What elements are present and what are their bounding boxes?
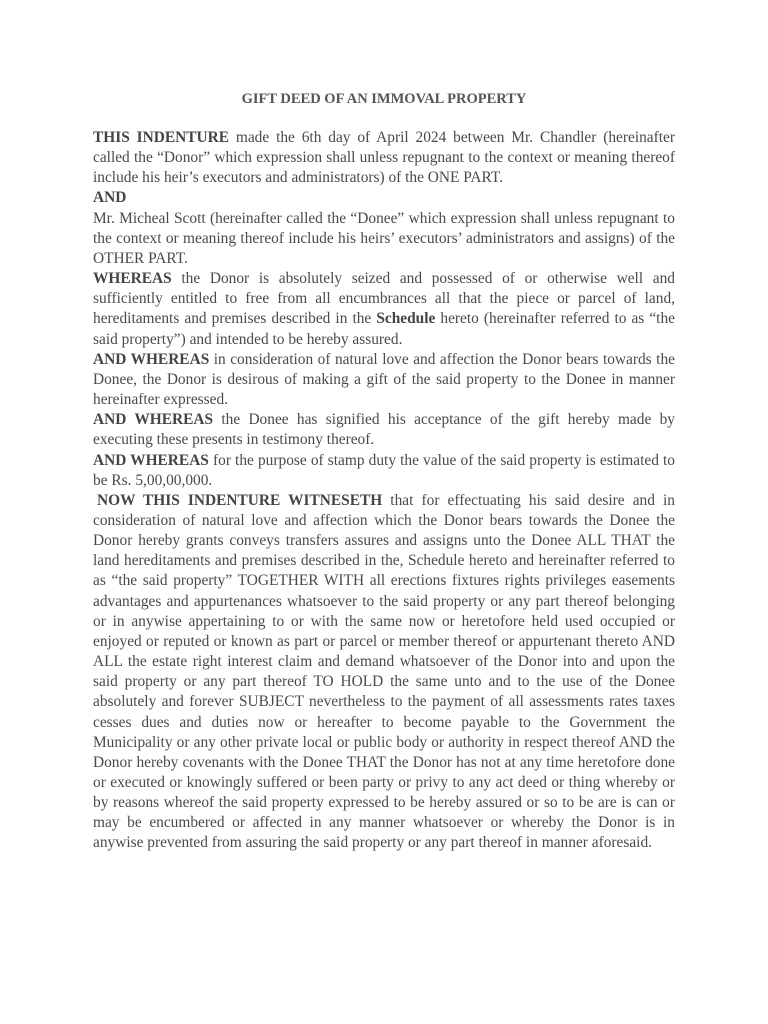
paragraph-text: in consideration of natural love and affection the Donor bears towards the Donee, the Donor is desirous of making a gift of the said property to the Donee in manner hereinafter expressed. bbox=[93, 350, 675, 409]
paragraph-text: for the purpose of stamp duty the value of the said property is estimated to be Rs. 5,00,00,000. bbox=[93, 451, 675, 489]
document-body bbox=[93, 128, 675, 854]
paragraph-lead: AND WHEREAS bbox=[93, 411, 214, 429]
paragraph-donee bbox=[93, 209, 675, 269]
paragraph-lead: AND WHEREAS bbox=[93, 451, 209, 469]
paragraph-text: that for effectuating his said desire and in consideration of natural love and affection which the Donor bears towards the Donee the Donor hereby grants conveys transfers assures and assigns unto the Donee ALL THAT the land hereditaments and premises described in the, Schedule hereto and hereinafter referred to as “the said property” TOGETHER WITH all erections fixtures rights privileges easements advantages and appurtenances whatsoever to the said property or any part thereof belonging or in anywise appertaining to or with the same now or heretofore held used occupied or enjoyed or reputed or known as part or parcel or member thereof or appurtenant thereto AND ALL the estate right interest claim and demand whatsoever of the Donor into and upon the said property or any part thereof TO HOLD the same unto and to the use of the Donee absolutely and forever SUBJECT nevertheless to the payment of all assessments rates taxes cesses dues and duties now or hereafter to become payable to the Government the Municipality or any other private local or public body or authority in respect thereof AND the Donor hereby covenants with the Donee THAT the Donor has not at any time heretofore done or executed or knowingly suffered or been party or privy to any act deed or thing whereby or by reasons whereof the said property expressed to be hereby assured or so to be are is can or may be encumbered or affected in any manner whatsoever or whereby the Donor is in anywise prevented from assuring the said property or any part thereof in manner aforesaid. bbox=[93, 491, 675, 852]
document-title: GIFT DEED OF AN IMMOVAL PROPERTY bbox=[241, 91, 527, 107]
paragraph-indenture bbox=[93, 128, 675, 188]
paragraph-whereas-acceptance bbox=[93, 410, 675, 450]
paragraph-lead: AND bbox=[93, 189, 127, 207]
paragraph-whereas-seized bbox=[93, 269, 675, 350]
paragraph-witneseth bbox=[93, 491, 675, 854]
paragraph-and bbox=[93, 188, 675, 208]
paragraph-text-after: hereto (hereinafter referred to as “the said property”) and intended to be hereby assured. bbox=[93, 310, 675, 348]
paragraph-lead: AND WHEREAS bbox=[93, 350, 210, 368]
paragraph-emphasis: Schedule bbox=[376, 310, 436, 328]
paragraph-lead: THIS INDENTURE bbox=[93, 129, 230, 146]
paragraph-whereas-stamp-duty bbox=[93, 451, 675, 491]
paragraph-text: made the 6th day of April 2024 between Mr. Chandler (hereinafter called the “Donor” which expression shall unless repugnant to the context or meaning thereof include his heir’s executors and administrators) of the ONE PART. bbox=[93, 129, 675, 187]
paragraph-text: the Donee has signified his acceptance of the gift hereby made by executing these presents in testimony thereof. bbox=[93, 411, 675, 449]
paragraph-whereas-love bbox=[93, 350, 675, 410]
paragraph-text: Mr. Micheal Scott (hereinafter called the “Donee” which expression shall unless repugnant to the context or meaning thereof include his heirs’ executors’ administrators and assigns) of the OTHER PART. bbox=[93, 209, 675, 267]
paragraph-lead: WHEREAS bbox=[93, 270, 172, 288]
paragraph-lead: NOW THIS INDENTURE WITNESETH bbox=[97, 491, 383, 509]
paragraph-text: the Donor is absolutely seized and possessed of or otherwise well and sufficiently entitled to free from all encumbrances all that the piece or parcel of land, hereditaments and premises described in the bbox=[93, 270, 675, 328]
